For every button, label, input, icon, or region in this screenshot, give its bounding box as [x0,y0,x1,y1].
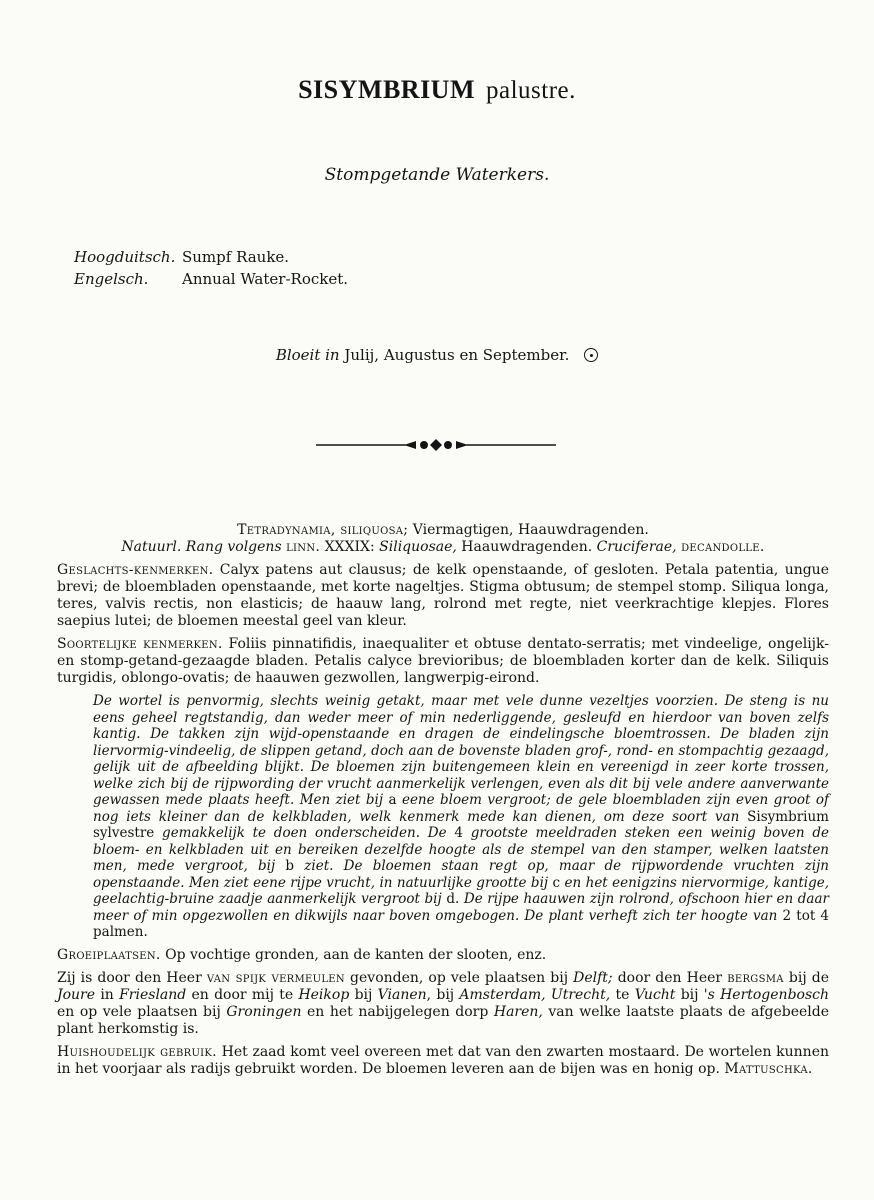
place-name: Heikop [298,986,350,1003]
natural-order-line [57,539,829,556]
description-text: grootste meeldraden steken een weinig boven de bloem- en kelkbladen uit en bereiken dezelfde hoogte als de stempel van den stamper, welken laatsten men, mede vergroot, bij [93,825,829,874]
person-name: van spijk vermeulen [206,969,345,986]
vernacular-names [74,246,348,290]
household-use-label: Huishoudelijk gebruik. [57,1043,217,1060]
species-name: palustre. [486,77,576,104]
description-text: gemakkelijk te doen onderscheiden. De [154,825,455,841]
place-name: 's Hertogenbosch [703,986,830,1003]
locations-text: , bij [426,986,460,1003]
place-name: Vianen [377,986,427,1003]
description-text: De rijpe haauwen zijn rolrond, ofschoon hier en daar meer of min opgezwollen en dikwijls naar boven omgebogen. De plant verheft zich ter hoogte van [93,891,829,924]
species-characters-label: Soortelijke kenmerken. [57,636,223,652]
species-reference: Sisymbrium sylvestre [93,808,829,841]
vernacular-name: Annual Water-Rocket. [182,270,349,288]
class-line [57,522,829,539]
figure-ref-a: a [388,792,397,808]
order-number: XXXIX: [320,539,380,555]
locations-text: Zij is door den Heer [57,969,207,986]
description-text: ziet. De bloemen staan regt op, maar de rijpwordende vruchten zijn openstaande. Men ziet eene rijpe vrucht, in natuurlijke grootte bij [93,858,829,891]
vernacular-row-english [74,268,348,290]
language-label: Engelsch. [74,270,149,288]
locations-text: gevonden, op vele plaatsen bij [344,969,574,986]
person-name: bergsma [727,969,784,986]
habitat [57,947,829,964]
place-name: Friesland [119,986,187,1003]
plant-height: 2 tot 4 palmen. [93,907,829,940]
natural-order-label: Natuurl. Rang volgens [121,539,282,555]
ornament-divider-icon [316,437,556,453]
class-name: Tetradynamia, siliquosa; [237,522,409,538]
detailed-description [93,693,829,941]
locations-text: en op vele plaatsen bij [57,1003,227,1020]
page-title [0,75,874,105]
habitat-label: Groeiplaatsen. [57,946,161,963]
flowering-label: Bloeit in [275,346,340,364]
locations [57,970,829,1038]
locations-text: bij [349,986,378,1003]
household-use [57,1044,829,1078]
figure-ref-d: d. [446,891,460,907]
genus-characters-text: Calyx patens aut clausus; de kelk openstaande, of gesloten. Petala patentia, ungue brevi; de bloembladen openstaande, met korte nageltjes. Stigma obtusum; de stempel stomp. Siliqua longa, teres, valvis rectis, non elasticis; de haauw lang, rolrond met regte, niet veerkrachtige klepjes. Flores saepius lutei; de bloemen meestal geel van kleur. [57,562,829,629]
linnaeus-ref: linn. [286,539,321,555]
locations-text: van welke laatste plaats de afgebeelde plant herkomstig is. [57,1003,829,1037]
stamen-count: 4 [454,825,463,841]
flowering-months: Julij, Augustus en September. [344,346,570,364]
language-label: Hoogduitsch. [74,248,176,266]
description-text: De wortel is penvormig, slechts weinig getakt, maar met vele dunne vezeltjes voorzien. De steng is nu eens geheel regtstandig, dan weder meer of min nederliggende, gesleufd en hierdoor van boven zelfs kantig. De takken zijn wijd-openstaande en dragen de eindelingsche bloemtrossen. De bladen zijn liervormig-vindeelig, de slippen getand, doch aan de bovenste bladen grof-, rond- en stompachtig gezaagd, gelijk uit de afbeelding blijkt. De bloemen zijn buitengemeen klein en vereenigd in zeer korte trossen, welke zich bij de rijpwording der vrucht aanmerkelijk verlengen, even als dit bij vele andere aanverwante gewassen mede plaats heeft. Men ziet bij [93,693,829,808]
locations-text: te [610,986,635,1003]
habitat-text: Op vochtige gronden, aan de kanten der slooten, enz. [160,946,547,963]
order-translation: Haauwdragenden. [456,539,597,555]
place-name: Amsterdam, Utrecht, [459,986,611,1003]
locations-text: door den Heer [612,969,728,986]
vernacular-name: Sumpf Rauke. [182,248,290,266]
vernacular-row-german [74,246,348,268]
common-name: Stompgetande Waterkers. [324,165,550,185]
family-name: Cruciferae, [596,539,677,555]
place-name: Vucht [634,986,676,1003]
author-reference: Mattuschka. [724,1060,813,1077]
flowering-period [0,346,874,364]
genus-characters [57,562,829,630]
locations-text: en door mij te [186,986,299,1003]
class-translation: Viermagtigen, Haauwdragenden. [408,522,649,538]
genus-characters-label: Geslachts-kenmerken. [57,562,214,578]
figure-ref-c: c [552,874,561,891]
locations-text: bij de [783,969,829,986]
place-name: Joure [57,986,96,1003]
locations-text: bij [675,986,704,1003]
description-text: en het eenigzins niervormige, kantige, geelachtig-bruine zaadje aanmerkelijk vergroot bij [93,874,829,907]
species-description [57,522,829,1084]
species-characters [57,636,829,687]
place-name: Haren, [493,1003,543,1020]
household-use-text: Het zaad komt veel overeen met dat van den zwarten mostaard. De wortelen kunnen in het voorjaar als radijs gebruikt worden. De bloemen leveren aan de bijen was en honig op. [57,1043,829,1077]
figure-ref-b: b [285,858,295,874]
description-text: eene bloem vergroot; de gele bloembladen zijn even groot of nog iets kleiner dan de kelkbladen, welk kenmerk mede kan dienen, om deze soort van [93,792,830,825]
genus-name: SISYMBRIUM [298,75,476,104]
place-name: Delft; [573,969,613,986]
place-name: Groningen [226,1003,302,1020]
locations-text: in [95,986,120,1003]
species-characters-text: Foliis pinnatifidis, inaequaliter et obtuse dentato-serratis; met vindeelige, ongelijk- en stomp-getand-gezaagde bladen. Petalis calyce brevioribus; de bloembladen korter dan de kelk. Siliquis turgidis, oblongo-ovatis; de haauwen gezwollen, langwerpig-eirond. [57,636,829,686]
annual-symbol-icon [584,348,598,362]
decandolle-ref: decandolle. [681,539,765,555]
locations-text: en het nabijgelegen dorp [301,1003,494,1020]
order-name: Siliquosae, [379,539,457,555]
